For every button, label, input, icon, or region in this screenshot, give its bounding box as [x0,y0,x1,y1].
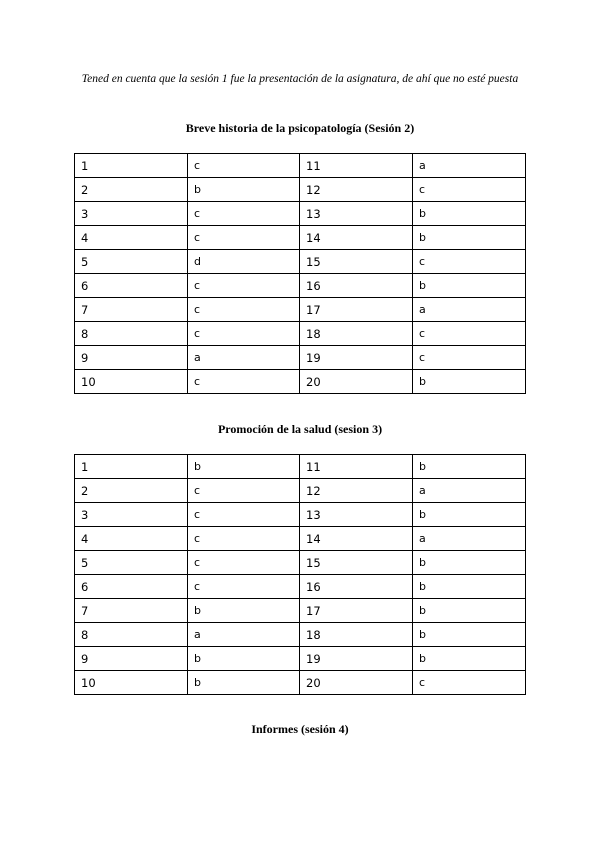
question-number-cell: 11 [300,455,413,479]
answer-cell: b [413,647,526,671]
table-row [75,346,526,370]
question-number-cell: 1 [75,154,188,178]
answer-cell: c [413,346,526,370]
question-number-cell: 7 [75,599,188,623]
section-title-session-2: Breve historia de la psicopatología (Sesión 2) [185,121,415,135]
answer-cell: b [188,671,300,695]
answer-cell: b [413,455,526,479]
answer-cell: b [413,226,526,250]
answer-cell: a [413,154,526,178]
question-number-cell: 20 [300,370,413,394]
answers-table-session-3 [74,454,526,695]
answer-cell: b [413,623,526,647]
answer-cell: c [188,503,300,527]
table-row [75,154,526,178]
question-number-cell: 18 [300,322,413,346]
question-number-cell: 3 [75,503,188,527]
answer-cell: b [413,274,526,298]
answer-cell: c [188,298,300,322]
table-row [75,274,526,298]
question-number-cell: 9 [75,346,188,370]
question-number-cell: 8 [75,623,188,647]
answer-cell: c [188,274,300,298]
table-row [75,370,526,394]
answers-table-session-2 [74,153,526,394]
answer-cell: b [413,599,526,623]
table-row [75,623,526,647]
table-row [75,479,526,503]
answer-cell: b [413,551,526,575]
question-number-cell: 14 [300,527,413,551]
question-number-cell: 13 [300,202,413,226]
table-row [75,551,526,575]
question-number-cell: 14 [300,226,413,250]
answer-cell: c [188,370,300,394]
answer-cell: b [413,575,526,599]
question-number-cell: 2 [75,178,188,202]
question-number-cell: 12 [300,479,413,503]
table-row [75,455,526,479]
answer-cell: c [188,154,300,178]
question-number-cell: 19 [300,647,413,671]
table-row [75,298,526,322]
question-number-cell: 5 [75,250,188,274]
table-row [75,202,526,226]
question-number-cell: 4 [75,226,188,250]
table-row [75,647,526,671]
question-number-cell: 7 [75,298,188,322]
question-number-cell: 15 [300,551,413,575]
answer-cell: c [188,551,300,575]
answer-cell: b [188,647,300,671]
answer-cell: b [413,370,526,394]
answer-cell: b [188,455,300,479]
section-title-session-3: Promoción de la salud (sesion 3) [217,422,383,436]
question-number-cell: 19 [300,346,413,370]
answer-cell: d [188,250,300,274]
answer-cell: c [188,322,300,346]
answer-cell: a [188,623,300,647]
question-number-cell: 18 [300,623,413,647]
answer-cell: c [188,202,300,226]
question-number-cell: 2 [75,479,188,503]
question-number-cell: 6 [75,274,188,298]
question-number-cell: 20 [300,671,413,695]
question-number-cell: 11 [300,154,413,178]
question-number-cell: 1 [75,455,188,479]
table-row [75,250,526,274]
answer-cell: a [413,479,526,503]
question-number-cell: 8 [75,322,188,346]
answer-cell: c [188,527,300,551]
section-title-session-4: Informes (sesión 4) [251,722,349,736]
answer-cell: c [413,250,526,274]
answer-cell: c [188,575,300,599]
question-number-cell: 17 [300,298,413,322]
table-row [75,671,526,695]
answer-cell: b [188,599,300,623]
intro-note: Tened en cuenta que la sesión 1 fue la presentación de la asignatura, de ahí que no esté puesta [81,73,519,85]
answer-cell: a [188,346,300,370]
answer-cell: b [413,202,526,226]
question-number-cell: 16 [300,274,413,298]
question-number-cell: 3 [75,202,188,226]
question-number-cell: 17 [300,599,413,623]
question-number-cell: 16 [300,575,413,599]
answer-cell: c [413,322,526,346]
answer-cell: a [413,527,526,551]
answer-cell: a [413,298,526,322]
answer-cell: b [413,503,526,527]
question-number-cell: 6 [75,575,188,599]
question-number-cell: 10 [75,370,188,394]
question-number-cell: 10 [75,671,188,695]
answer-cell: c [188,479,300,503]
table-row [75,527,526,551]
table-row [75,503,526,527]
answer-cell: c [188,226,300,250]
table-row [75,226,526,250]
table-row [75,178,526,202]
table-row [75,599,526,623]
answer-cell: b [188,178,300,202]
answer-cell: c [413,178,526,202]
question-number-cell: 12 [300,178,413,202]
question-number-cell: 15 [300,250,413,274]
question-number-cell: 9 [75,647,188,671]
table-row [75,575,526,599]
question-number-cell: 13 [300,503,413,527]
answer-cell: c [413,671,526,695]
question-number-cell: 4 [75,527,188,551]
table-row [75,322,526,346]
question-number-cell: 5 [75,551,188,575]
